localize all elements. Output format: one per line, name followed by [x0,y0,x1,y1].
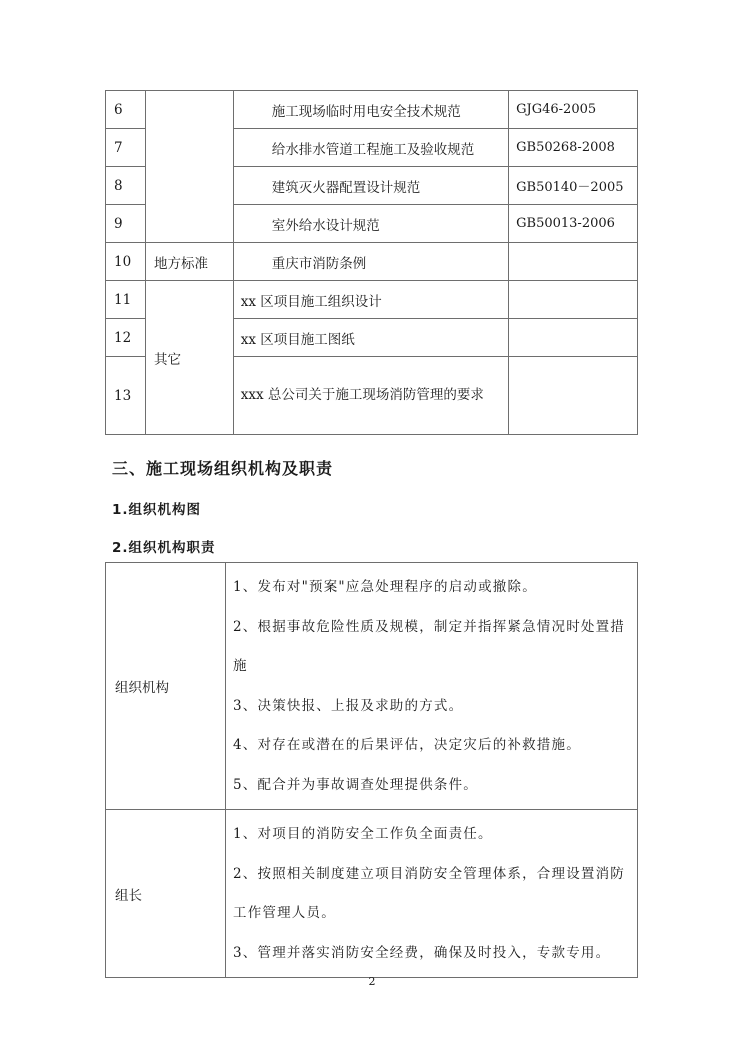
duties-cell [226,810,638,978]
standard-name: xx 区项目施工组织设计 [233,281,508,319]
duties-table [105,562,638,978]
table-row [106,91,638,129]
duty-item: 4、对存在或潜在的后果评估，决定灾后的补救措施。 [233,737,581,753]
table-row [106,810,638,978]
role-cell: 组织机构 [106,563,226,810]
table-row [106,563,638,810]
standard-code [509,319,638,357]
category-cell: 地方标准 [145,243,233,281]
row-number: 13 [106,357,146,435]
standard-code: GB50013-2006 [509,205,638,243]
standard-name: 施工现场临时用电安全技术规范 [233,91,508,129]
row-number: 7 [106,129,146,167]
duties-cell [226,563,638,810]
duty-item: 2、按照相关制度建立项目消防安全管理体系，合理设置消防工作管理人员。 [233,865,625,921]
standard-code [509,357,638,435]
row-number: 8 [106,167,146,205]
page-number: 2 [368,975,376,988]
standard-code: GB50140－2005 [509,167,638,205]
category-cell [145,91,233,243]
duty-item: 3、管理并落实消防安全经费，确保及时投入，专款专用。 [233,944,611,961]
duty-item: 1、发布对"预案"应急处理程序的启动或撤除。 [233,579,537,595]
standard-code: GB50268-2008 [509,129,638,167]
standard-name [233,357,508,435]
sub-heading-org-duties: 2.组织机构职责 [112,540,216,556]
standard-code [509,281,638,319]
standard-name: xx 区项目施工图纸 [233,319,508,357]
row-number: 12 [106,319,146,357]
row-number: 6 [106,91,146,129]
row-number: 10 [106,243,146,281]
standards-table [105,90,638,435]
duty-item: 5、配合并为事故调查处理提供条件。 [233,776,478,793]
role-cell: 组长 [106,810,226,978]
row-number: 11 [106,281,146,319]
standard-name: 重庆市消防条例 [233,243,508,281]
standard-code [509,243,638,281]
row-number: 9 [106,205,146,243]
section-heading: 三、施工现场组织机构及职责 [112,459,334,478]
category-cell: 其它 [145,281,233,435]
standard-name: 室外给水设计规范 [233,205,508,243]
standard-name: 给水排水管道工程施工及验收规范 [233,129,508,167]
table-row [106,243,638,281]
standard-name-text: xxx 总公司关于施工现场消防管理的要求 [240,387,484,403]
sub-heading-org-chart: 1.组织机构图 [112,502,202,518]
duty-item: 1、对项目的消防安全工作负全面责任。 [233,826,493,842]
duty-item: 2、根据事故危险性质及规模，制定并指挥紧急情况时处置措施 [233,618,625,674]
duty-item: 3、决策快报、上报及求助的方式。 [233,697,464,714]
table-row [106,281,638,319]
standard-name: 建筑灭火器配置设计规范 [233,167,508,205]
standard-code: GJG46-2005 [509,91,638,129]
